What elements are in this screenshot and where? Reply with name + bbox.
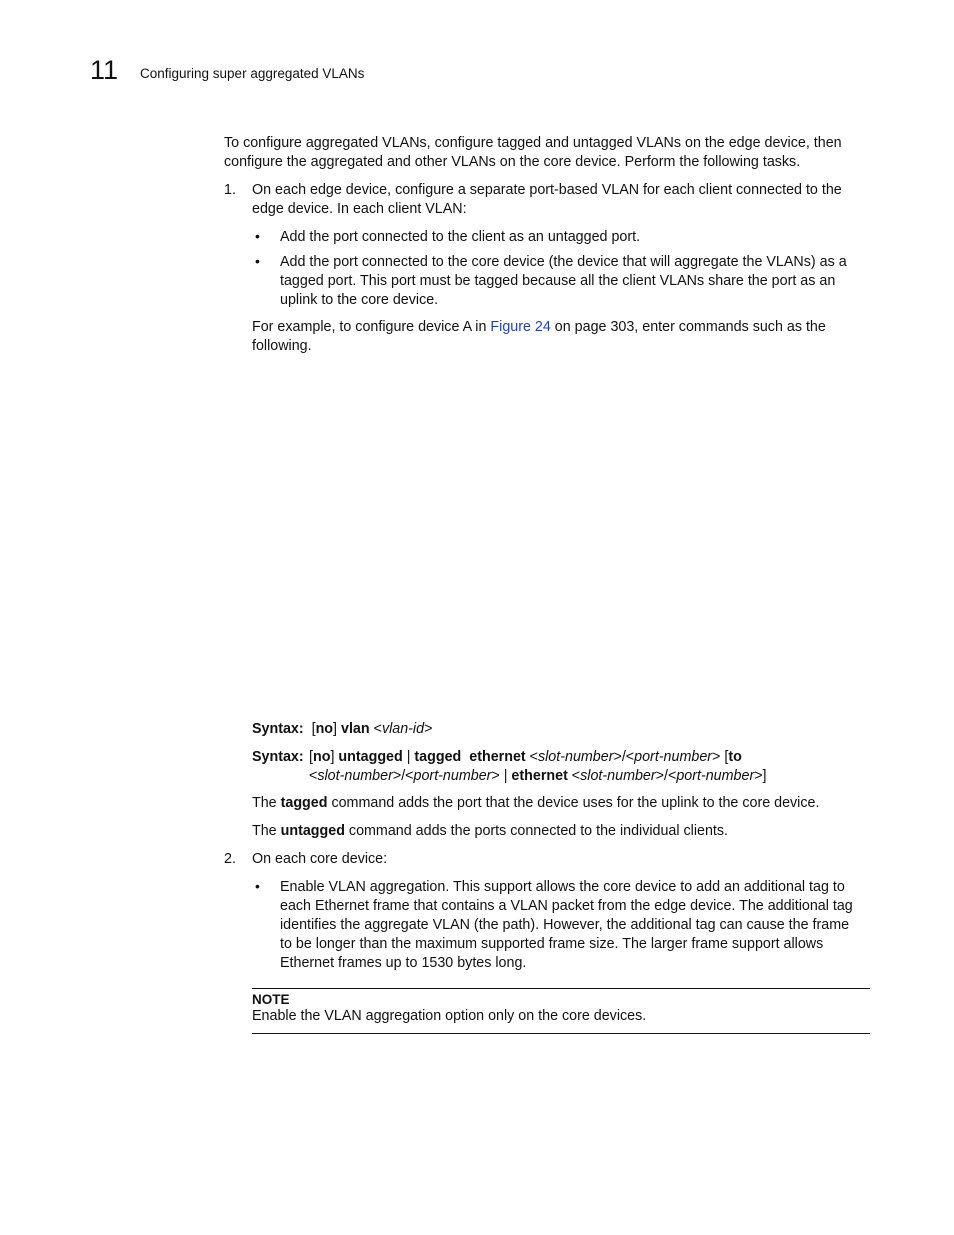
intro-paragraph xyxy=(224,134,842,172)
untagged-description xyxy=(252,822,728,841)
syntax-keyword: untagged xyxy=(338,749,403,765)
syntax-line: <slot-number>/<port-number> | ethernet <slot-number>/<port-number>] xyxy=(309,768,767,784)
note-bottom-rule xyxy=(252,1033,870,1034)
bullet-line: Add the port connected to the core device (the device that will aggregate the VLANs) as a xyxy=(280,254,847,270)
step-number: 2. xyxy=(224,851,236,867)
syntax-keyword: ethernet xyxy=(469,749,526,765)
syntax-param: vlan-id xyxy=(381,721,425,737)
syntax-keyword: no xyxy=(315,721,334,737)
bullet-icon: • xyxy=(255,878,260,894)
syntax-param: port-number xyxy=(676,768,755,784)
step-line: edge device. In each client VLAN: xyxy=(252,201,467,217)
intro-line: To configure aggregated VLANs, configure tagged and untagged VLANs on the edge device, then xyxy=(224,135,842,151)
bullet-line: Enable VLAN aggregation. This support allows the core device to add an additional tag to xyxy=(280,879,845,895)
tagged-description xyxy=(252,794,819,813)
syntax-param: port-number xyxy=(413,768,492,784)
note-heading: NOTE xyxy=(252,992,290,1007)
syntax-param: slot-number xyxy=(317,768,393,784)
bullet-line: uplink to the core device. xyxy=(280,292,439,308)
desc-text: The xyxy=(252,795,281,811)
desc-text: The xyxy=(252,823,281,839)
chapter-number: 11 xyxy=(90,55,119,85)
bullet-line: identifies the aggregate VLAN (the path). However, the additional tag can cause the frame xyxy=(280,917,850,933)
chapter-title: Configuring super aggregated VLANs xyxy=(140,66,365,81)
example-line: following. xyxy=(252,338,312,354)
syntax-keyword: no xyxy=(312,749,331,765)
example-line xyxy=(252,318,826,337)
bullet-line: Add the port connected to the client as an untagged port. xyxy=(280,229,641,245)
bullet-item xyxy=(280,253,847,310)
bullet-line: each Ethernet frame that contains a VLAN packet from the edge device. The additional tag xyxy=(280,898,853,914)
bullet-icon: • xyxy=(255,228,260,244)
syntax-param: slot-number xyxy=(580,768,656,784)
bullet-item xyxy=(280,878,853,973)
example-text: on page 303, enter commands such as the xyxy=(550,319,826,335)
bullet-icon: • xyxy=(255,253,260,269)
desc-text: command adds the ports connected to the individual clients. xyxy=(344,823,729,839)
step-2-text: On each core device: xyxy=(252,851,388,867)
intro-line: configure the aggregated and other VLANs on the core device. Perform the following tasks. xyxy=(224,154,801,170)
syntax-label-2 xyxy=(252,748,304,767)
note-top-rule xyxy=(252,988,870,989)
example-text: For example, to configure device A in xyxy=(252,319,491,335)
desc-keyword: tagged xyxy=(280,795,328,811)
desc-keyword: untagged xyxy=(280,823,345,839)
bullet-line: tagged port. This port must be tagged because all the client VLANs share the port as an xyxy=(280,273,836,289)
syntax-keyword: to xyxy=(728,749,742,765)
bullet-item xyxy=(280,228,640,247)
desc-text: command adds the port that the device uses for the uplink to the core device. xyxy=(327,795,820,811)
syntax-label: Syntax: xyxy=(252,721,304,737)
syntax-param: slot-number xyxy=(537,749,614,765)
step-line: On each edge device, configure a separate port-based VLAN for each client connected to the xyxy=(252,182,842,198)
syntax-line: [no] untagged | tagged ethernet <slot-number>/<port-number> [to xyxy=(309,749,742,765)
step-1-text xyxy=(252,181,842,219)
example-paragraph xyxy=(252,318,826,356)
syntax-param: port-number xyxy=(634,749,713,765)
bullet-line: to be longer than the maximum supported frame size. The larger frame support allows xyxy=(280,936,824,952)
figure-link[interactable]: Figure 24 xyxy=(490,319,551,335)
syntax-keyword: tagged xyxy=(414,749,462,765)
syntax-keyword: ethernet xyxy=(511,768,568,784)
step-number: 1. xyxy=(224,182,236,198)
bullet-line: Ethernet frames up to 1530 bytes long. xyxy=(280,955,527,971)
note-text: Enable the VLAN aggregation option only on the core devices. xyxy=(252,1008,647,1024)
syntax-vlan: Syntax: [no] vlan <vlan-id> xyxy=(252,721,433,737)
syntax-port-command xyxy=(309,748,767,786)
syntax-label: Syntax: xyxy=(252,749,304,765)
syntax-keyword: vlan xyxy=(341,721,370,737)
